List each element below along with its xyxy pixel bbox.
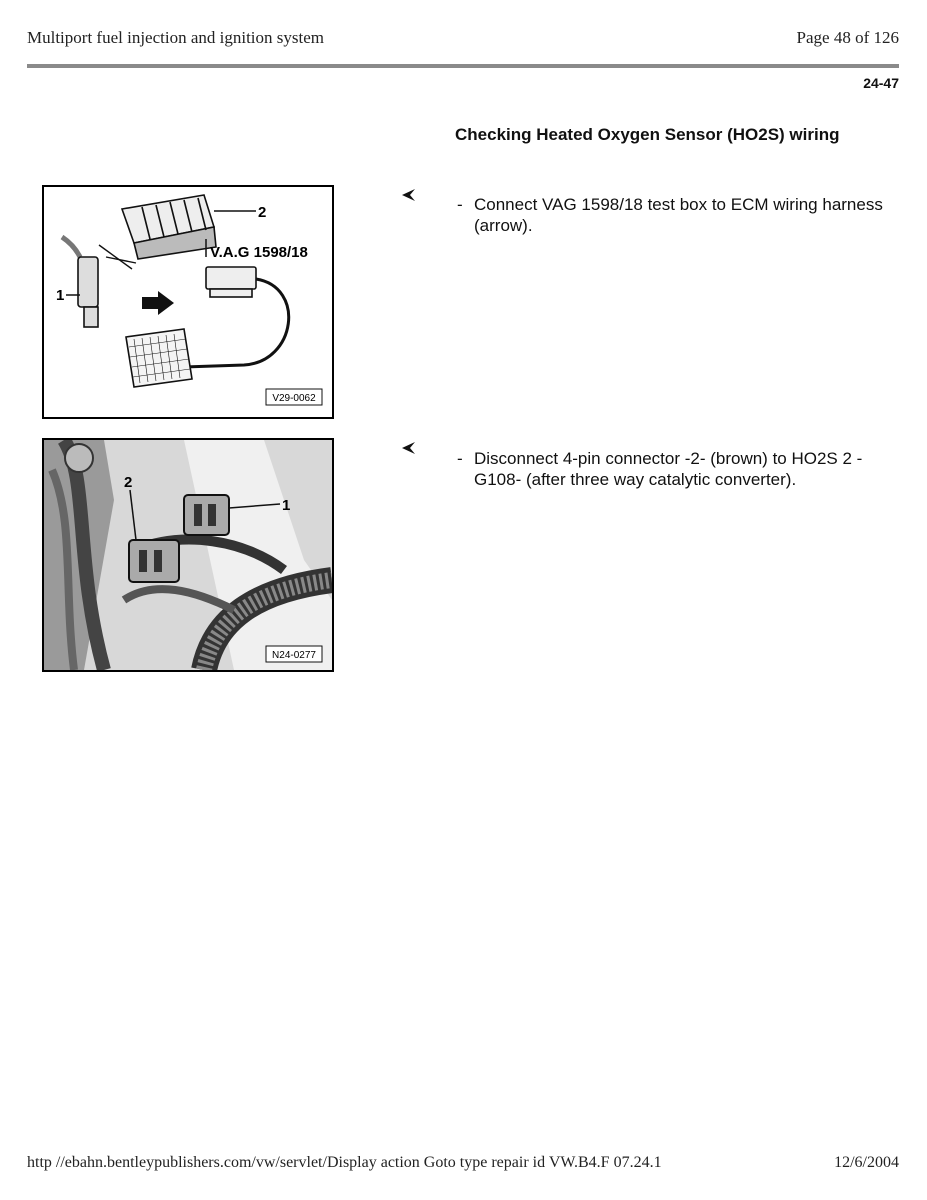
step-disconnect-connector [457, 448, 897, 490]
step-dash: - [457, 195, 463, 214]
callout-2: 2 [258, 204, 267, 221]
footer-url: http //ebahn.bentleypublishers.com/vw/servlet/Display action Goto type repair id VW.B4.F 07.24.1 [27, 1154, 662, 1171]
footer-date: 12/6/2004 [834, 1154, 899, 1171]
step-pointer-icon [400, 440, 416, 456]
section-number: 24-47 [863, 75, 899, 91]
figure-ho2s-connector [42, 438, 334, 672]
figure-photo [44, 440, 332, 670]
callout-1: 1 [56, 287, 65, 304]
callout-1: 1 [282, 497, 291, 514]
figure-id-label: N24-0277 [272, 650, 316, 661]
step-connect-test-box [457, 194, 897, 236]
page-indicator: Page 48 of 126 [796, 28, 899, 47]
callout-tool: V.A.G 1598/18 [210, 244, 308, 261]
figure-id-label: V29-0062 [272, 393, 316, 404]
section-title: Checking Heated Oxygen Sensor (HO2S) wiring [455, 125, 840, 144]
page-footer [27, 1154, 899, 1172]
step-dash: - [457, 449, 463, 468]
figure-test-box-connection [42, 185, 334, 419]
document-title: Multiport fuel injection and ignition system [27, 28, 324, 47]
figure-illustration [44, 187, 332, 417]
step-text: Connect VAG 1598/18 test box to ECM wiring harness (arrow). [474, 195, 883, 235]
step-text: Disconnect 4-pin connector -2- (brown) to HO2S 2 -G108- (after three way catalytic converter). [474, 449, 863, 489]
header-divider [27, 64, 899, 68]
arrow-icon [142, 291, 174, 315]
callout-2: 2 [124, 474, 133, 491]
step-pointer-icon [400, 187, 416, 203]
